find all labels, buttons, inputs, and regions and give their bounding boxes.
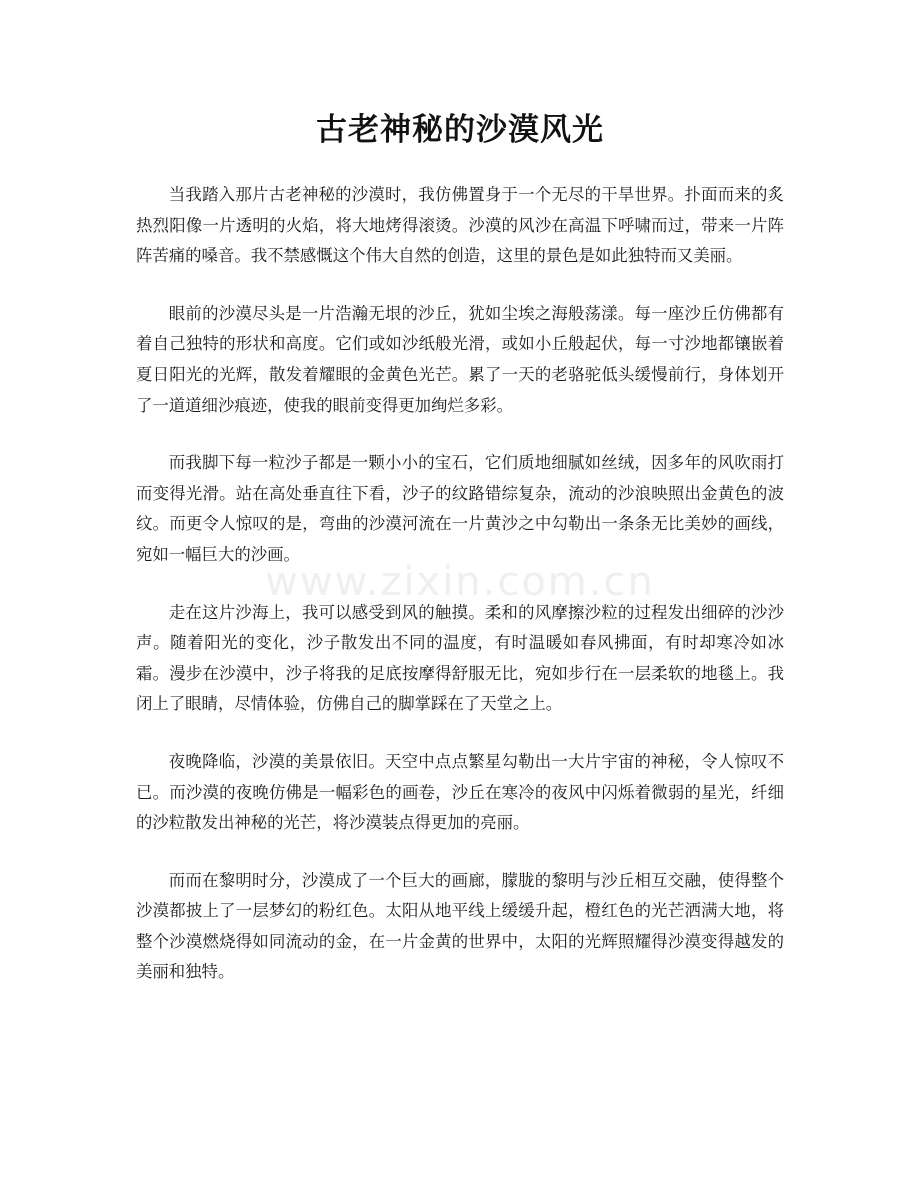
paragraph-2: 眼前的沙漠尽头是一片浩瀚无垠的沙丘，犹如尘埃之海般荡漾。每一座沙丘仿佛都有着自己独特的形状和高度。它们或如沙纸般光滑，或如小丘般起伏，每一寸沙地都镶嵌着夏日阳光的光辉，散发着耀眼的金黄色光芒。累了一天的老骆驼低头缓慢前行，身体划开了一道道细沙痕迹，使我的眼前变得更加绚烂多彩。 <box>136 303 784 415</box>
paragraph-5: 夜晚降临，沙漠的美景依旧。天空中点点繁星勾勒出一大片宇宙的神秘，令人惊叹不已。而沙漠的夜晚仿佛是一幅彩色的画卷，沙丘在寒冷的夜风中闪烁着微弱的星光，纤细的沙粒散发出神秘的光芒，将沙漠装点得更加的亮丽。 <box>136 751 784 833</box>
paragraph-6: 而而在黎明时分，沙漠成了一个巨大的画廊，朦胧的黎明与沙丘相互交融，使得整个沙漠都披上了一层梦幻的粉红色。太阳从地平线上缓缓升起，橙红色的光芒洒满大地，将整个沙漠燃烧得如同流动的金，在一片金黄的世界中，太阳的光辉照耀得沙漠变得越发的美丽和独特。 <box>136 870 784 982</box>
paragraph-3: 而我脚下每一粒沙子都是一颗小小的宝石，它们质地细腻如丝绒，因多年的风吹雨打而变得光滑。站在高处垂直往下看，沙子的纹路错综复杂，流动的沙浪映照出金黄色的波纹。而更令人惊叹的是，弯曲的沙漠河流在一片黄沙之中勾勒出一条条无比美妙的画线，宛如一幅巨大的沙画。 <box>136 453 784 564</box>
document-title: 古老神秘的沙漠风光 <box>316 112 604 148</box>
watermark: www.zixin.com.cn <box>265 559 655 605</box>
paragraph-4: 走在这片沙海上，我可以感受到风的触摸。柔和的风摩擦沙粒的过程发出细碎的沙沙声。随着阳光的变化，沙子散发出不同的温度，有时温暖如春风拂面，有时却寒冷如冰霜。漫步在沙漠中，沙子将我的足底按摩得舒服无比，宛如步行在一层柔软的地毯上。我闭上了眼睛，尽情体验，仿佛自己的脚掌踩在了天堂之上。 <box>136 602 784 714</box>
document-body <box>136 180 784 1015</box>
paragraph-1: 当我踏入那片古老神秘的沙漠时，我仿佛置身于一个无尽的干旱世界。扑面而来的炙热烈阳像一片透明的火焰，将大地烤得滚烫。沙漠的风沙在高温下呼啸而过，带来一片阵阵苦痛的嗓音。我不禁感慨这个伟大自然的创造，这里的景色是如此独特而又美丽。 <box>136 185 784 266</box>
